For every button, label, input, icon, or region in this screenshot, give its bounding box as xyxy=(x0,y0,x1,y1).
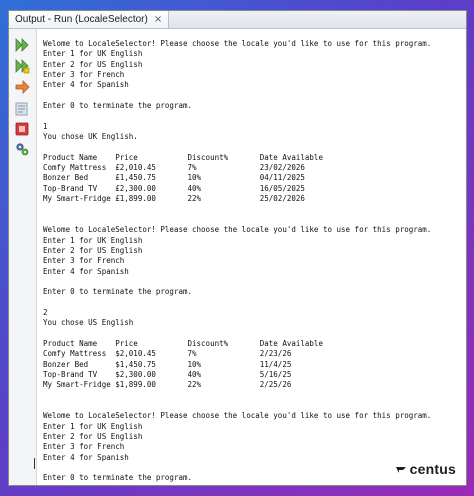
console-line: Welome to LocaleSelector! Please choose the locale you'd like to use for this program. xyxy=(43,411,432,421)
console-line xyxy=(43,142,466,152)
console-line xyxy=(43,91,466,101)
console-line: Comfy Mattress $2,010.45 7% 2/23/26 xyxy=(43,349,292,359)
console-line xyxy=(43,205,466,215)
clear-output-button[interactable] xyxy=(14,101,30,117)
console-line: Product Name Price Discount% Date Available xyxy=(43,338,323,348)
output-window xyxy=(8,10,467,486)
rerun-icon xyxy=(14,37,30,53)
centus-logo-icon xyxy=(395,463,407,475)
centus-watermark xyxy=(395,461,456,477)
close-tab-icon[interactable]: × xyxy=(153,14,163,25)
clear-output-icon xyxy=(14,101,30,117)
console-line: Enter 0 to terminate the program. xyxy=(43,473,193,483)
console-line: Enter 0 to terminate the program. xyxy=(43,101,193,111)
stop-icon xyxy=(14,121,30,137)
settings-icon xyxy=(14,141,30,157)
console-line: Enter 3 for French xyxy=(43,256,125,266)
output-titlebar xyxy=(9,11,466,29)
console-line: Enter 4 for Spanish xyxy=(43,452,129,462)
console-line: Comfy Mattress £2,010.45 7% 23/02/2026 xyxy=(43,163,305,173)
rerun-with-options-button[interactable] xyxy=(14,58,30,74)
console-line: Enter 2 for US English xyxy=(43,59,143,69)
console-margin-marker xyxy=(34,458,35,469)
console-line xyxy=(43,401,466,411)
output-tab-title: Output - Run (LocaleSelector) xyxy=(15,14,148,25)
console-line: Enter 3 for French xyxy=(43,70,125,80)
console-line: Product Name Price Discount% Date Available xyxy=(43,152,323,162)
console-line: Top-Brand TV £2,300.00 40% 16/05/2025 xyxy=(43,183,305,193)
console-line: 1 xyxy=(43,121,48,131)
console-output[interactable] xyxy=(37,29,466,485)
output-tab[interactable] xyxy=(9,11,169,28)
console-line: Enter 1 for UK English xyxy=(43,235,143,245)
console-line xyxy=(43,111,466,121)
console-line: My Smart-Fridge $1,899.00 22% 2/25/26 xyxy=(43,380,292,390)
console-line: Bonzer Bed £1,450.75 10% 04/11/2025 xyxy=(43,173,305,183)
console-line xyxy=(43,298,466,308)
console-line: Welome to LocaleSelector! Please choose the locale you'd like to use for this program. xyxy=(43,225,432,235)
console-line: Enter 1 for UK English xyxy=(43,421,143,431)
settings-button[interactable] xyxy=(14,141,30,157)
console-line: Enter 0 to terminate the program. xyxy=(43,287,193,297)
centus-watermark-text: centus xyxy=(409,461,456,477)
stop-button[interactable] xyxy=(14,121,30,137)
continue-button[interactable] xyxy=(14,79,30,95)
console-line: 2 xyxy=(43,307,48,317)
console-line: Enter 4 for Spanish xyxy=(43,80,129,90)
console-line xyxy=(43,215,466,225)
console-line: Enter 1 for UK English xyxy=(43,49,143,59)
console-line xyxy=(43,391,466,401)
console-line: You chose UK English. xyxy=(43,132,138,142)
console-line xyxy=(43,277,466,287)
console-line xyxy=(43,329,466,339)
output-toolbar xyxy=(9,29,37,485)
console-line: Enter 2 for US English xyxy=(43,245,143,255)
console-line: You chose US English xyxy=(43,318,134,328)
console-line: My Smart-Fridge £1,899.00 22% 25/02/2026 xyxy=(43,194,305,204)
rerun-button[interactable] xyxy=(14,37,30,53)
console-line: Enter 4 for Spanish xyxy=(43,266,129,276)
console-line: Top-Brand TV $2,300.00 40% 5/16/25 xyxy=(43,370,292,379)
rerun-with-options-icon xyxy=(14,58,30,74)
console-line: Enter 3 for French xyxy=(43,442,125,452)
console-line: Bonzer Bed $1,450.75 10% 11/4/25 xyxy=(43,359,292,369)
console-line: Enter 2 for US English xyxy=(43,432,143,442)
console-line: Welome to LocaleSelector! Please choose the locale you'd like to use for this program. xyxy=(43,39,432,48)
continue-icon xyxy=(14,79,30,95)
